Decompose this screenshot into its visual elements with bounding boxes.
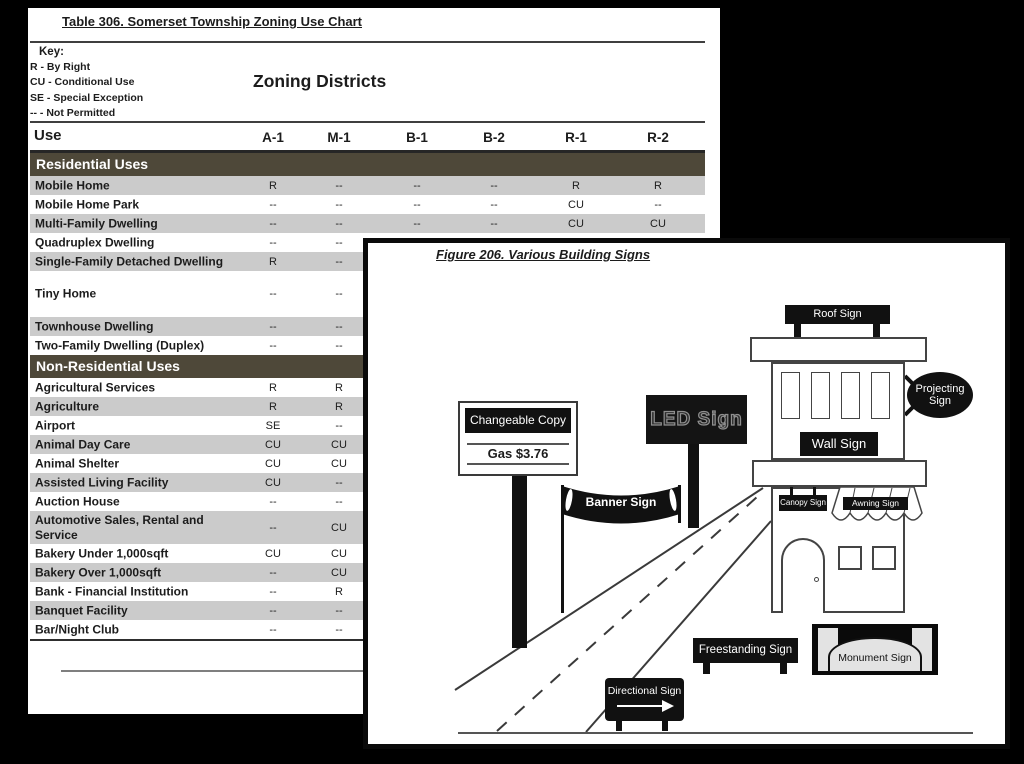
building-band: [752, 460, 927, 487]
zoning-value: --: [490, 198, 498, 211]
zoning-value: --: [413, 179, 421, 192]
zoning-value: --: [335, 198, 343, 211]
use-label: Automotive Sales, Rental and Service: [35, 512, 204, 542]
use-label: Airport: [35, 418, 75, 432]
zoning-value: CU: [265, 438, 281, 451]
zoning-districts-heading: Zoning Districts: [253, 71, 387, 91]
changeable-copy-header: Changeable Copy: [465, 408, 571, 433]
building-window: [871, 372, 890, 419]
column-header-a1: A-1: [262, 130, 284, 145]
zoning-value: --: [413, 198, 421, 211]
zoning-value: R: [335, 585, 343, 598]
building-window: [841, 372, 860, 419]
wall-sign: Wall Sign: [800, 432, 878, 456]
use-label: Two-Family Dwelling (Duplex): [35, 338, 205, 352]
use-label: Single-Family Detached Dwelling: [35, 254, 224, 268]
building-window: [811, 372, 830, 419]
zoning-value: --: [335, 495, 343, 508]
zoning-value: --: [269, 623, 277, 636]
projecting-sign-label: Sign: [928, 395, 952, 407]
zoning-value: --: [413, 217, 421, 230]
column-header-b2: B-2: [483, 130, 505, 145]
key-entry: CU - Conditional Use: [30, 76, 135, 89]
zoning-value: --: [269, 236, 277, 249]
zoning-value: CU: [265, 547, 281, 560]
column-header-r1: R-1: [565, 130, 587, 145]
projecting-sign-label: Projecting: [915, 383, 965, 395]
use-label: Quadruplex Dwelling: [35, 235, 155, 249]
roof-sign-post: [794, 324, 801, 338]
key-entry: R - By Right: [30, 61, 91, 74]
use-label: Bakery Under 1,000sqft: [35, 546, 169, 560]
zoning-value: --: [335, 623, 343, 636]
zoning-value: --: [335, 320, 343, 333]
zoning-value: --: [335, 217, 343, 230]
use-label: Townhouse Dwelling: [35, 319, 154, 333]
right-arrow-icon: [614, 700, 676, 712]
led-sign-post: [688, 444, 699, 528]
zoning-value: CU: [650, 217, 666, 230]
section-header-row: Non-Residential Uses: [30, 355, 705, 378]
column-header-r2: R-2: [647, 130, 669, 145]
use-label: Banquet Facility: [35, 603, 128, 617]
storefront-window: [872, 546, 896, 570]
key-entry: -- - Not Permitted: [30, 106, 116, 119]
table-title: Table 306. Somerset Township Zoning Use Chart: [62, 14, 363, 29]
zoning-value: R: [335, 381, 343, 394]
use-label: Bakery Over 1,000sqft: [35, 565, 162, 579]
zoning-value: --: [335, 179, 343, 192]
zoning-value: --: [269, 585, 277, 598]
zoning-value: R: [269, 400, 277, 413]
zoning-value: --: [269, 566, 277, 579]
led-sign: LED Sign: [646, 395, 747, 444]
directional-sign-label: Directional Sign: [607, 685, 682, 697]
banner-pole: [678, 485, 681, 523]
column-header-m1: M-1: [327, 130, 351, 145]
sign-leg: [703, 663, 710, 674]
key-heading: Key:: [39, 46, 64, 58]
use-label: Assisted Living Facility: [35, 475, 169, 489]
sign-leg: [780, 663, 787, 674]
zoning-value: --: [335, 604, 343, 617]
zoning-value: CU: [331, 438, 347, 451]
table-header-row: [30, 124, 705, 153]
sign-leg: [662, 721, 668, 731]
zoning-value: CU: [265, 457, 281, 470]
freestanding-sign-label: Freestanding Sign: [698, 644, 793, 656]
monument-sign: [812, 624, 938, 675]
zoning-value: --: [269, 198, 277, 211]
awning-sign: Awning Sign: [843, 497, 908, 510]
zoning-value: CU: [568, 198, 584, 211]
zoning-value: CU: [331, 566, 347, 579]
use-label: Animal Day Care: [35, 437, 131, 451]
sign-leg: [616, 721, 622, 731]
zoning-value: R: [572, 179, 580, 192]
use-label: Bank - Financial Institution: [35, 584, 189, 598]
zoning-value: --: [335, 288, 343, 300]
table-row: [30, 214, 705, 233]
roof-sign-post: [873, 324, 880, 338]
building-parapet: [750, 337, 927, 362]
zoning-value: R: [654, 179, 662, 192]
use-label: Multi-Family Dwelling: [35, 216, 158, 230]
use-label: Mobile Home: [35, 178, 110, 192]
zoning-value: R: [335, 400, 343, 413]
freestanding-sign: [693, 638, 798, 663]
door-knob: [814, 577, 819, 582]
column-header-use: Use: [34, 127, 62, 144]
section-header-row: Residential Uses: [30, 153, 705, 176]
zoning-value: --: [490, 179, 498, 192]
monument-sign-face: Monument Sign: [828, 637, 922, 671]
zoning-value: R: [269, 255, 277, 268]
use-label: Animal Shelter: [35, 456, 120, 470]
sign-rule: [467, 443, 569, 445]
building-signs-page: [363, 238, 1010, 749]
column-header-b1: B-1: [406, 130, 428, 145]
key-entry: SE - Special Exception: [30, 91, 144, 104]
changeable-copy-post: [512, 476, 527, 648]
zoning-value: --: [335, 419, 343, 432]
use-label: Auction House: [35, 494, 120, 508]
storefront-window: [838, 546, 862, 570]
building-window: [781, 372, 800, 419]
table-row: [30, 195, 705, 214]
zoning-value: CU: [265, 476, 281, 489]
zoning-value: CU: [568, 217, 584, 230]
use-label: Tiny Home: [35, 286, 97, 301]
directional-sign: [605, 678, 684, 721]
legend-key: [30, 45, 143, 121]
use-label: Mobile Home Park: [35, 197, 140, 211]
banner-pole: [561, 485, 564, 613]
zoning-value: --: [269, 288, 277, 300]
zoning-value: CU: [331, 547, 347, 560]
zoning-value: --: [269, 521, 277, 534]
zoning-value: CU: [331, 521, 347, 534]
zoning-value: --: [335, 339, 343, 352]
zoning-value: --: [269, 339, 277, 352]
zoning-value: SE: [265, 419, 281, 432]
divider-line: [30, 41, 705, 43]
zoning-value: --: [269, 604, 277, 617]
zoning-value: --: [269, 320, 277, 333]
use-label: Agriculture: [35, 399, 100, 413]
storefront-door: [781, 538, 825, 613]
zoning-value: R: [269, 179, 277, 192]
use-label: Bar/Night Club: [35, 622, 119, 636]
zoning-value: --: [335, 236, 343, 249]
projecting-sign: [907, 372, 973, 418]
zoning-value: --: [490, 217, 498, 230]
zoning-value: --: [654, 198, 662, 211]
divider-line: [30, 121, 705, 123]
canopy-sign: Canopy Sign: [779, 495, 827, 511]
changeable-copy-sign: [458, 401, 578, 476]
zoning-value: --: [335, 255, 343, 268]
zoning-value: CU: [331, 457, 347, 470]
figure-title: Figure 206. Various Building Signs: [436, 247, 651, 262]
gas-price-text: Gas $3.76: [487, 446, 549, 461]
zoning-value: --: [335, 476, 343, 489]
table-row: [30, 176, 705, 195]
zoning-value: --: [269, 495, 277, 508]
roof-sign: Roof Sign: [785, 305, 890, 324]
use-label: Agricultural Services: [35, 380, 156, 394]
zoning-value: --: [269, 217, 277, 230]
sign-rule: [467, 463, 569, 465]
zoning-value: R: [269, 381, 277, 394]
banner-sign: Banner Sign: [585, 495, 657, 509]
